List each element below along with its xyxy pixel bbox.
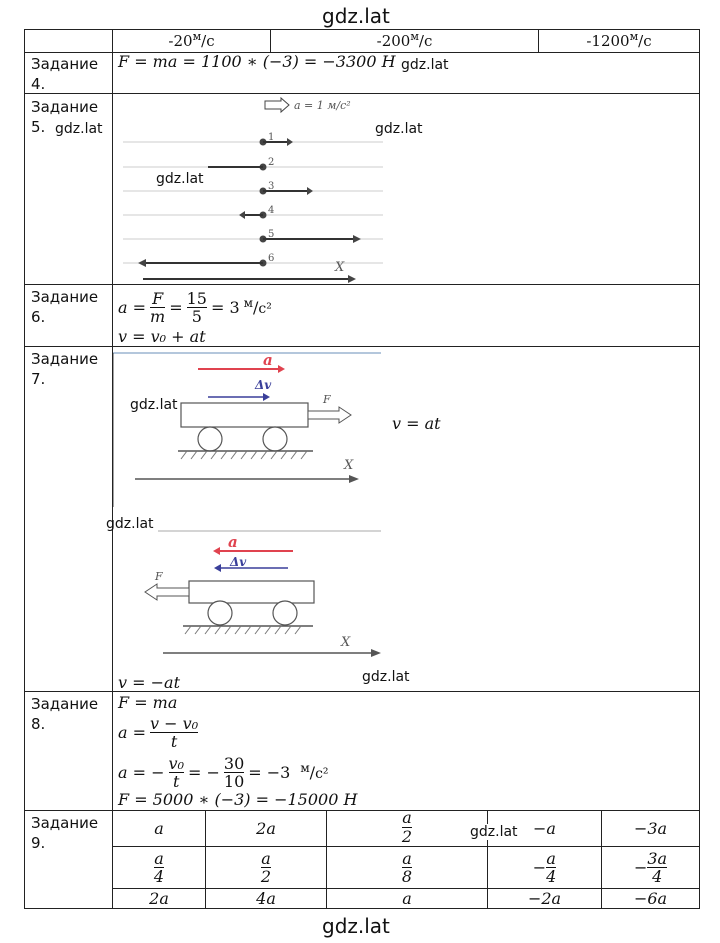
t9-r1-c5: −3a [633, 819, 668, 838]
t9-r2-c5: − $\frac{3a}{4}$ [633, 849, 668, 886]
task9-label: Задание 9. [31, 814, 99, 852]
task6-velocity: v = v₀ + at [118, 327, 206, 346]
x-axis-label: X [335, 260, 345, 275]
marker-2: 2 [268, 157, 275, 168]
task4-formula: F = ma = 1100 ∗ (−3) = −3300 Н [118, 52, 396, 71]
watermark: gdz.lat [130, 397, 178, 413]
t9-r3-c5: −6a [633, 889, 668, 908]
header-speed-3: -1200 м / с [586, 29, 652, 50]
marker-3: 3 [268, 181, 275, 192]
task6-label: Задание 6. [31, 288, 99, 326]
t9-r2-c3: $\frac{a}{8}$ [401, 849, 413, 886]
watermark: gdz.lat [106, 516, 154, 532]
task8-label: Задание 8. [31, 695, 99, 733]
task5-diagram [113, 94, 413, 284]
vector-dv-label: Δv [255, 378, 272, 392]
x-axis-label: X [344, 458, 354, 473]
force-hollow-arrow-icon [308, 407, 351, 423]
marker-4: 4 [268, 205, 275, 216]
site-brand-bottom: gdz.lat [322, 914, 390, 938]
force-hollow-arrow-icon [145, 584, 189, 600]
vector-dv-label: Δv [230, 555, 247, 569]
marker-6: 6 [268, 253, 275, 264]
site-brand-top: gdz.lat [322, 4, 390, 28]
watermark: gdz.lat [375, 121, 423, 137]
task5-label: Задание 5. [31, 98, 99, 136]
cart-body [189, 581, 314, 603]
watermark: gdz.lat [362, 669, 410, 685]
task4-label: Задание 4. [31, 55, 99, 93]
marker-1: 1 [268, 132, 275, 143]
t9-r1-c1: a [154, 819, 164, 838]
task7-label: Задание 7. [31, 350, 99, 388]
t9-r2-c4: − $\frac{a}{4}$ [532, 849, 557, 886]
marker-5: 5 [268, 229, 275, 240]
task7-formula-1: v = at [392, 414, 441, 433]
watermark: gdz.lat [156, 171, 204, 187]
accel-hollow-arrow-icon [265, 98, 289, 112]
task7-diagram-bottom [113, 526, 403, 676]
cart-body [181, 403, 308, 427]
watermark: gdz.lat [401, 57, 449, 73]
t9-r3-c1: 2a [149, 889, 169, 908]
task6-formula: a = $\frac{F}{m}$ = $\frac{15}{5}$ = 3 $^м$/с² [118, 288, 272, 326]
vector-a-label: a [228, 533, 238, 551]
watermark: gdz.lat [470, 824, 518, 840]
vector-a-label: a [263, 351, 273, 369]
task8-line2: a = $\frac{\text{v − v₀}}{t}$ [118, 713, 199, 751]
t9-r1-c3: $\frac{a}{2}$ [401, 809, 413, 846]
t9-r3-c4: −2a [527, 889, 562, 908]
header-speed-2: -200 м / с [376, 29, 433, 50]
task8-line3: a = − $\frac{\text{v₀}}{t}$ = − $\frac{30}{10}$ = −3 $^м$/с² [118, 753, 329, 791]
task7-diagram-top [113, 347, 403, 507]
t9-r3-c2: 4a [256, 889, 276, 908]
task7-formula-2: v = −at [118, 673, 180, 692]
t9-r1-c4: −a [533, 819, 556, 838]
force-label: F [155, 570, 163, 583]
t9-r1-c2: 2a [256, 819, 276, 838]
task8-line1: F = ma [118, 693, 178, 712]
t9-r2-c2: $\frac{a}{2}$ [260, 849, 272, 886]
t9-r2-c1: $\frac{a}{4}$ [153, 849, 165, 886]
task8-line4: F = 5000 ∗ (−3) = −15000 Н [118, 790, 358, 809]
x-axis-label: X [341, 635, 351, 650]
accel-label: a = 1 м/с² [294, 99, 351, 112]
watermark: gdz.lat [55, 121, 103, 137]
force-label: F [323, 393, 331, 406]
header-speed-1: -20 м / с [168, 29, 215, 50]
t9-r3-c3: a [402, 889, 412, 908]
